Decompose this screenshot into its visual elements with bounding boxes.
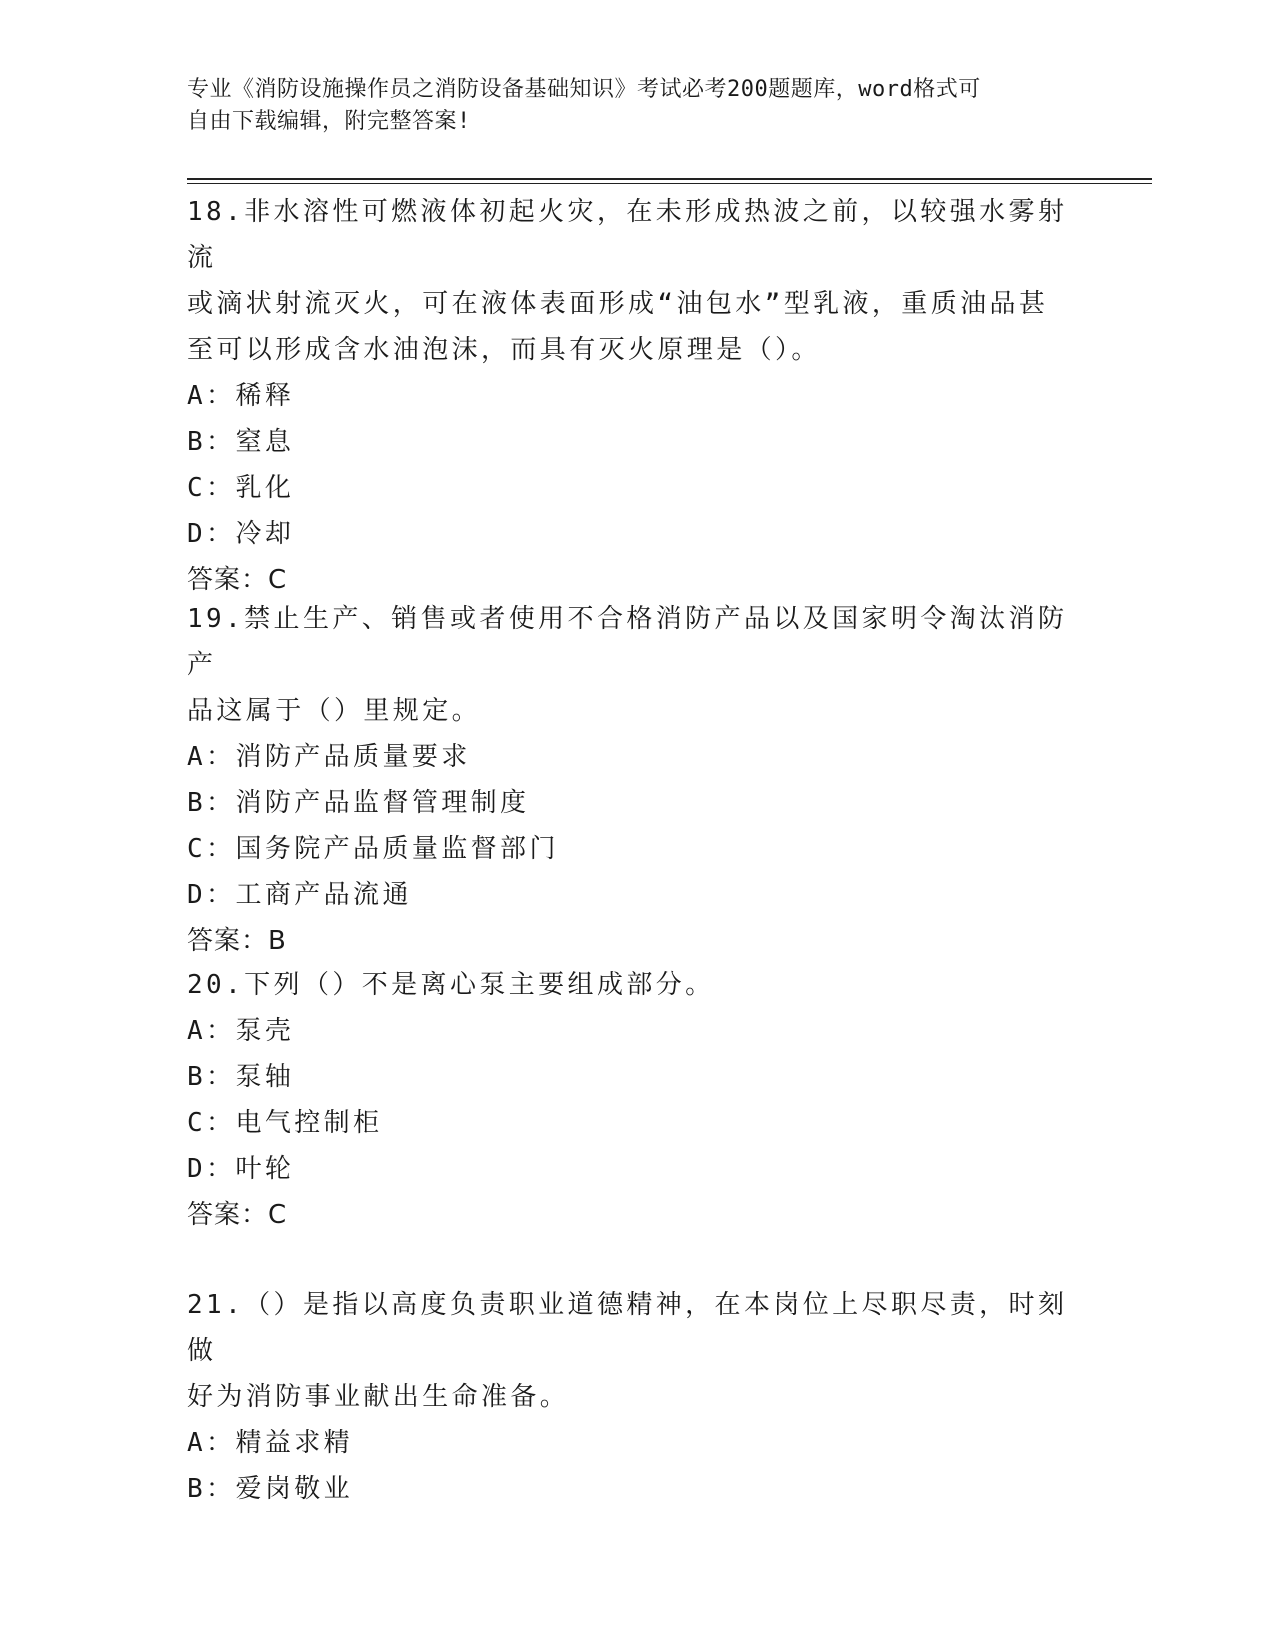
- option-a: A：泵壳: [187, 1016, 295, 1046]
- answer: 答案：B: [187, 926, 287, 956]
- option-a: A：精益求精: [187, 1428, 354, 1458]
- question-20: [187, 962, 1087, 1238]
- option-d: D：冷却: [187, 519, 295, 549]
- document-header: [187, 74, 1067, 138]
- question-19: [187, 596, 1087, 964]
- header-line-1: 专业《消防设施操作员之消防设备基础知识》考试必考200题题库，word格式可: [187, 77, 981, 102]
- option-a: A：稀释: [187, 381, 295, 411]
- question-21: [187, 1282, 1087, 1512]
- header-line-2: 自由下载编辑，附完整答案!: [187, 109, 471, 134]
- question-text-line: 或滴状射流灭火，可在液体表面形成“油包水”型乳液，重质油品甚: [187, 289, 1049, 319]
- option-d: D：叶轮: [187, 1154, 295, 1184]
- question-text-line: 至可以形成含水油泡沫，而具有灭火原理是（）。: [187, 335, 821, 365]
- question-text-line: 21.（）是指以高度负责职业道德精神，在本岗位上尽职尽责，时刻做: [187, 1290, 1068, 1366]
- question-18: [187, 189, 1087, 603]
- option-c: C：乳化: [187, 473, 295, 503]
- option-b: B：泵轴: [187, 1062, 295, 1092]
- question-text-line: 好为消防事业献出生命准备。: [187, 1382, 570, 1412]
- answer: 答案：C: [187, 565, 288, 595]
- option-b: B：消防产品监督管理制度: [187, 788, 530, 818]
- option-b: B：爱岗敬业: [187, 1474, 354, 1504]
- header-divider: [187, 178, 1152, 180]
- option-b: B：窒息: [187, 427, 295, 457]
- question-text-line: 18.非水溶性可燃液体初起火灾，在未形成热波之前，以较强水雾射流: [187, 197, 1068, 273]
- option-d: D：工商产品流通: [187, 880, 412, 910]
- answer: 答案：C: [187, 1200, 288, 1230]
- option-c: C：电气控制柜: [187, 1108, 383, 1138]
- question-text-line: 20.下列（）不是离心泵主要组成部分。: [187, 970, 715, 1000]
- option-a: A：消防产品质量要求: [187, 742, 471, 772]
- question-text-line: 19.禁止生产、销售或者使用不合格消防产品以及国家明令淘汰消防产: [187, 604, 1068, 680]
- option-c: C：国务院产品质量监督部门: [187, 834, 559, 864]
- question-text-line: 品这属于（）里规定。: [187, 696, 482, 726]
- header-divider-thin: [187, 183, 1152, 184]
